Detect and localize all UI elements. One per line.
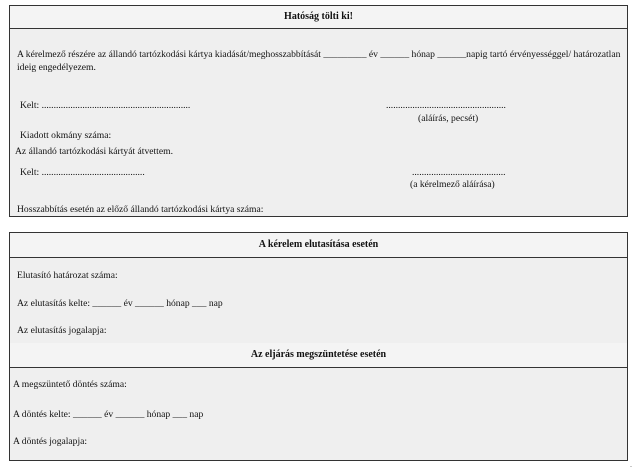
authority-section: [9, 5, 628, 217]
permit-statement: A kérelmező részére az állandó tartózkodási kártya kiadását/meghosszabbítását _________ év ______ hónap ______napig tartó érvényességgel/ határozatlan ideig engedélyezem.: [17, 49, 621, 73]
authority-header: Hatóság tölti ki!: [10, 6, 627, 29]
signature-caption: (aláírás, pecsét): [418, 113, 479, 124]
kelt-field-2: Kelt: ...........................................: [20, 167, 145, 178]
rejection-legal-basis-field: Az elutasítás jogalapja:: [17, 325, 107, 336]
termination-header: Az eljárás megszüntetése esetén: [10, 343, 627, 367]
applicant-signature-caption: (a kérelmező aláírása): [410, 179, 495, 190]
rejection-number-field: Elutasító határozat száma:: [17, 270, 118, 281]
decision-section: [9, 232, 628, 461]
corner-mark: ": [630, 465, 632, 470]
rejection-header: A kérelem elutasítása esetén: [10, 233, 627, 258]
received-statement: Az állandó tartózkodási kártyát átvettem.: [15, 146, 173, 157]
document-number-field: Kiadott okmány száma:: [20, 130, 112, 141]
termination-legal-basis-field: A döntés jogalapja:: [13, 436, 88, 447]
kelt-field: Kelt: ..............................................................: [20, 100, 191, 111]
termination-date-field: A döntés kelte: ______ év ______ hónap ___ nap: [13, 409, 204, 420]
termination-number-field: A megszüntető döntés száma:: [13, 379, 127, 390]
applicant-signature-line: .......................................: [412, 167, 506, 178]
previous-card-number-field: Hosszabbítás esetén az előző állandó tartózkodási kártya száma:: [17, 204, 264, 215]
termination-divider-bottom: [10, 367, 627, 368]
rejection-date-field: Az elutasítás kelte: ______ év ______ hónap ___ nap: [17, 298, 223, 309]
signature-line: ..................................................: [386, 100, 506, 111]
